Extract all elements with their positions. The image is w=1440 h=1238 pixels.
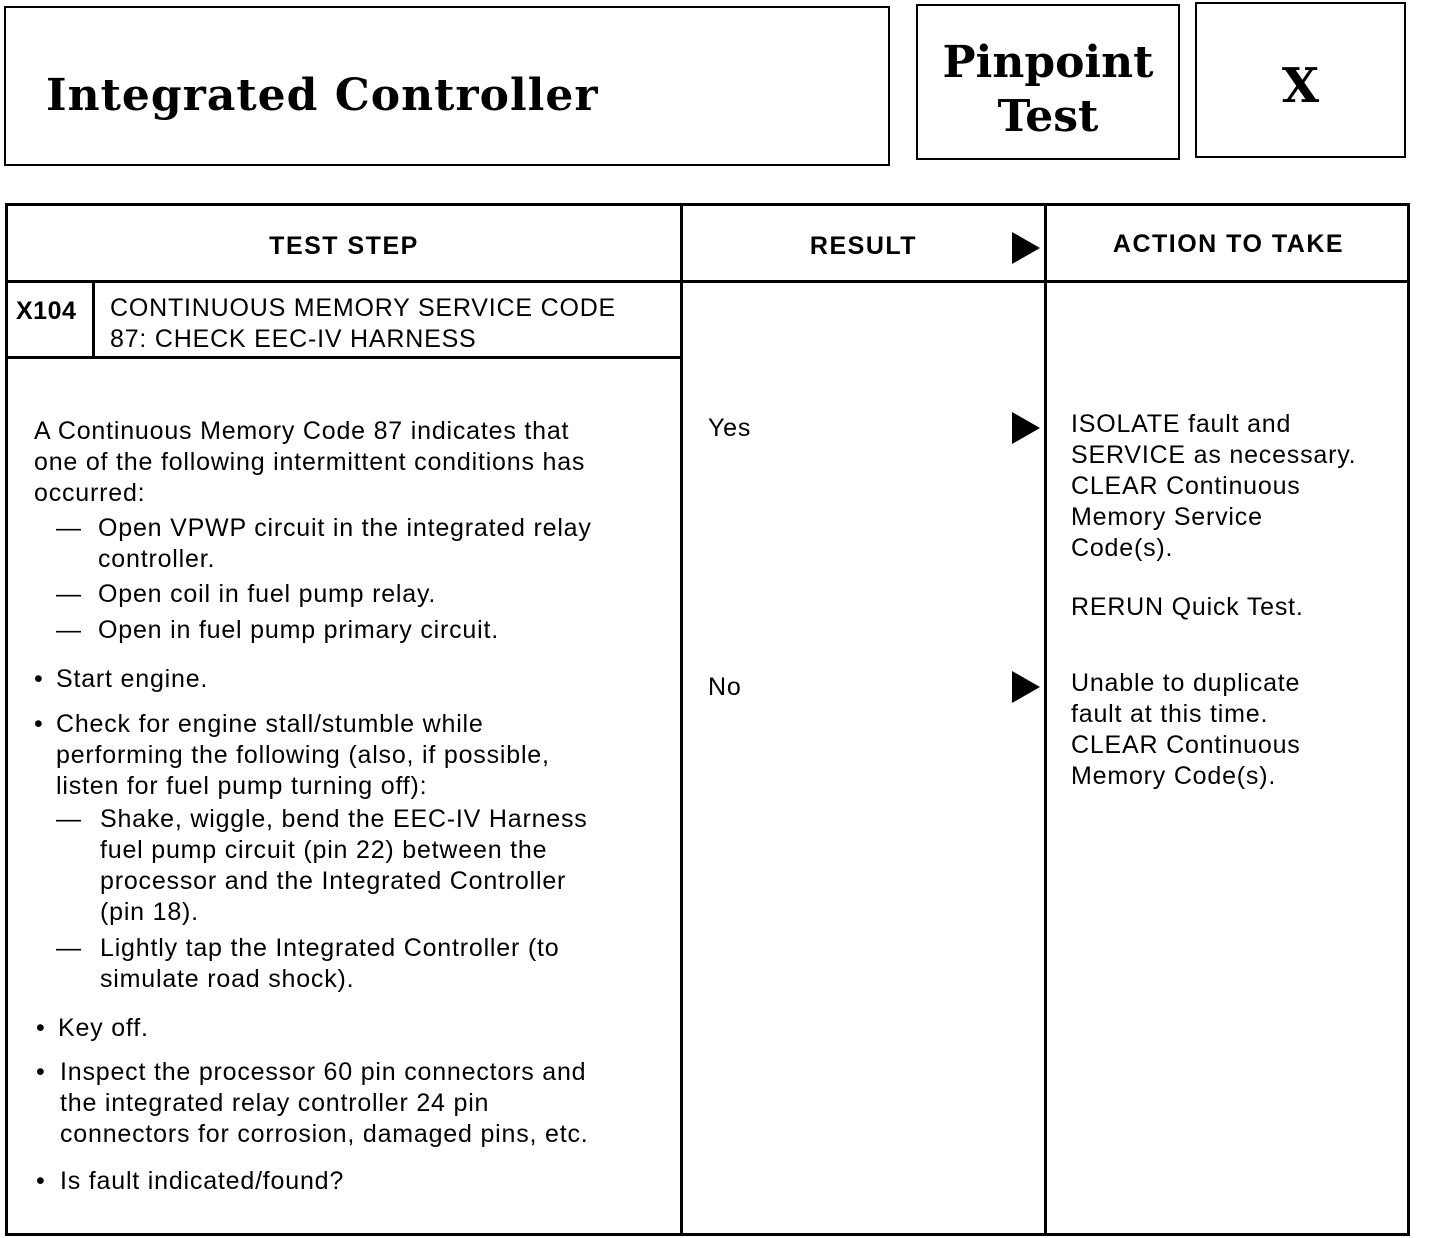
step-title-line: CONTINUOUS MEMORY SERVICE CODE (110, 294, 617, 322)
condition-item (56, 513, 592, 575)
action-line: CLEAR Continuous (1071, 731, 1301, 759)
header-divider (8, 280, 1407, 283)
bullet-text: Check for engine stall/stumble while (56, 710, 484, 738)
condition-line: Open coil in fuel pump relay. (98, 580, 437, 608)
action-yes-rerun: RERUN Quick Test. (1071, 593, 1304, 621)
action-line: SERVICE as necessary. (1071, 441, 1357, 469)
bullet-item-inspect (36, 1057, 589, 1150)
subitem-line: processor and the Integrated Controller (100, 867, 567, 895)
intro-line: A Continuous Memory Code 87 indicates that (34, 417, 570, 445)
column-header-test-step: TEST STEP (269, 232, 419, 260)
section-letter-box (1195, 2, 1406, 158)
column-header-result: RESULT (809, 232, 918, 260)
step-title (110, 293, 616, 355)
check-subitem (56, 804, 588, 928)
arrow-right-icon (1012, 671, 1040, 703)
bullet-item-start (34, 664, 208, 695)
section-type-label (918, 36, 1178, 144)
column-divider (680, 206, 683, 1233)
bullet-icon: • (34, 710, 44, 738)
condition-line: controller. (98, 545, 216, 573)
step-title-divider (8, 356, 680, 359)
result-no: No (708, 673, 742, 701)
step-title-line: 87: CHECK EEC-IV HARNESS (110, 325, 477, 353)
section-type-line: Test (997, 91, 1099, 142)
bullet-icon: • (36, 1058, 46, 1086)
title-box (4, 6, 890, 166)
section-type-line: Pinpoint (942, 37, 1154, 88)
bullet-icon: • (36, 1167, 46, 1195)
subitem-line: Shake, wiggle, bend the EEC-IV Harness (100, 805, 588, 833)
condition-item (56, 579, 436, 610)
column-divider (1044, 206, 1047, 1233)
page-title: Integrated Controller (46, 70, 599, 121)
bullet-text: the integrated relay controller 24 pin (60, 1089, 490, 1117)
subitem-line: (pin 18). (100, 898, 199, 926)
intro-paragraph (34, 416, 585, 509)
intro-line: occurred: (34, 479, 146, 507)
arrow-right-icon (1012, 232, 1040, 264)
bullet-text: performing the following (also, if possible, (56, 741, 550, 769)
action-line: Unable to duplicate (1071, 669, 1301, 697)
action-line: Code(s). (1071, 534, 1174, 562)
action-line: fault at this time. (1071, 700, 1269, 728)
condition-line: Open VPWP circuit in the integrated relay (98, 514, 592, 542)
bullet-text: Start engine. (56, 665, 209, 693)
dash-icon: — (56, 514, 82, 542)
step-id-divider (92, 280, 95, 357)
dash-icon: — (56, 616, 82, 644)
action-line: Memory Service (1071, 503, 1263, 531)
section-letter: X (1281, 58, 1320, 114)
section-type-box (916, 4, 1180, 160)
bullet-item-question (36, 1166, 344, 1197)
arrow-right-icon (1012, 412, 1040, 444)
test-table (5, 203, 1410, 1236)
action-line: Memory Code(s). (1071, 762, 1277, 790)
bullet-text: connectors for corrosion, damaged pins, etc. (60, 1120, 589, 1148)
check-subitem (56, 933, 559, 995)
bullet-item-key (36, 1013, 149, 1044)
result-yes: Yes (708, 414, 752, 442)
bullet-item-check (34, 709, 550, 802)
subitem-line: Lightly tap the Integrated Controller (to (100, 934, 560, 962)
column-header-action: ACTION TO TAKE (1112, 230, 1345, 258)
condition-item (56, 615, 499, 646)
subitem-line: simulate road shock). (100, 965, 355, 993)
dash-icon: — (56, 805, 82, 833)
bullet-text: Key off. (58, 1014, 149, 1042)
bullet-text: Inspect the processor 60 pin connectors and (60, 1058, 587, 1086)
action-yes (1071, 409, 1356, 564)
bullet-text: Is fault indicated/found? (60, 1167, 345, 1195)
subitem-line: fuel pump circuit (pin 22) between the (100, 836, 548, 864)
intro-line: one of the following intermittent conditions has (34, 448, 586, 476)
dash-icon: — (56, 580, 82, 608)
condition-line: Open in fuel pump primary circuit. (98, 616, 499, 644)
action-line: ISOLATE fault and (1071, 410, 1292, 438)
dash-icon: — (56, 934, 82, 962)
bullet-icon: • (34, 665, 44, 693)
bullet-text: listen for fuel pump turning off): (56, 772, 428, 800)
action-line: CLEAR Continuous (1071, 472, 1301, 500)
step-id: X104 (16, 297, 77, 325)
action-no (1071, 668, 1301, 792)
bullet-icon: • (36, 1014, 46, 1042)
